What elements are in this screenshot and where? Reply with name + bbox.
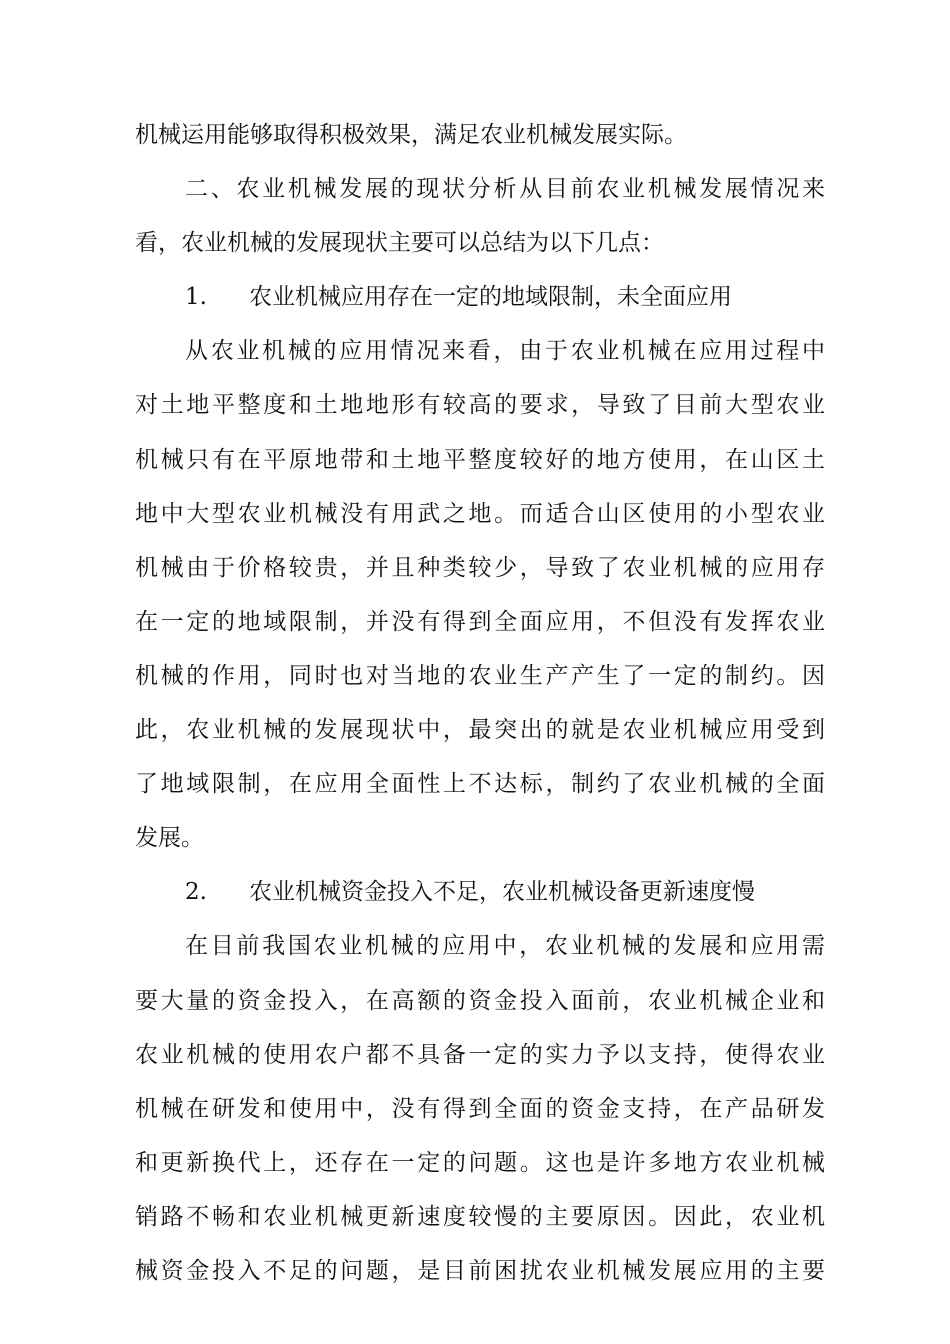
paragraph-line: 机械只有在平原地带和土地平整度较好的地方使用，在山区土 — [135, 446, 825, 473]
paragraph-line: 地中大型农业机械没有用武之地。而适合山区使用的小型农业 — [135, 500, 825, 527]
paragraph-line: 要大量的资金投入，在高额的资金投入面前，农业机械企业和 — [135, 987, 825, 1014]
paragraph-line: 销路不畅和农业机械更新速度较慢的主要原因。因此，农业机 — [135, 1203, 825, 1230]
paragraph-line: 对土地平整度和土地地形有较高的要求，导致了目前大型农业 — [135, 392, 825, 419]
subheading-text: 农业机械应用存在一定的地域限制，未全面应用 — [249, 284, 732, 311]
paragraph-line: 发展。 — [135, 825, 204, 852]
subheading-number: 2. — [185, 879, 207, 906]
paragraph-line: 和更新换代上，还存在一定的问题。这也是许多地方农业机械 — [135, 1149, 825, 1176]
paragraph-line: 在一定的地域限制，并没有得到全面应用，不但没有发挥农业 — [135, 608, 825, 635]
section-heading-line: 看，农业机械的发展现状主要可以总结为以下几点： — [135, 230, 664, 257]
paragraph-line: 机械在研发和使用中，没有得到全面的资金支持，在产品研发 — [135, 1095, 825, 1122]
section-heading-line: 二、农业机械发展的现状分析从目前农业机械发展情况来 — [185, 176, 825, 203]
subheading-1 — [135, 270, 825, 324]
subheading-text: 农业机械资金投入不足，农业机械设备更新速度慢 — [249, 879, 755, 906]
document-body — [135, 108, 825, 1298]
subheading-number: 1. — [185, 284, 207, 311]
subheading-2 — [135, 865, 825, 919]
paragraph-line: 机械由于价格较贵，并且种类较少，导致了农业机械的应用存 — [135, 554, 825, 581]
paragraph-line: 在目前我国农业机械的应用中，农业机械的发展和应用需 — [185, 933, 825, 960]
paragraph-line: 农业机械的使用农户都不具备一定的实力予以支持，使得农业 — [135, 1041, 825, 1068]
paragraph-line: 机械运用能够取得积极效果，满足农业机械发展实际。 — [135, 122, 687, 148]
paragraph-line: 了地域限制，在应用全面性上不达标，制约了农业机械的全面 — [135, 771, 825, 798]
paragraph-line: 从农业机械的应用情况来看，由于农业机械在应用过程中 — [185, 338, 825, 365]
paragraph-line: 械资金投入不足的问题，是目前困扰农业机械发展应用的主要 — [135, 1257, 825, 1284]
paragraph-line: 此，农业机械的发展现状中，最突出的就是农业机械应用受到 — [135, 717, 825, 744]
paragraph-line: 机械的作用，同时也对当地的农业生产产生了一定的制约。因 — [135, 662, 825, 689]
